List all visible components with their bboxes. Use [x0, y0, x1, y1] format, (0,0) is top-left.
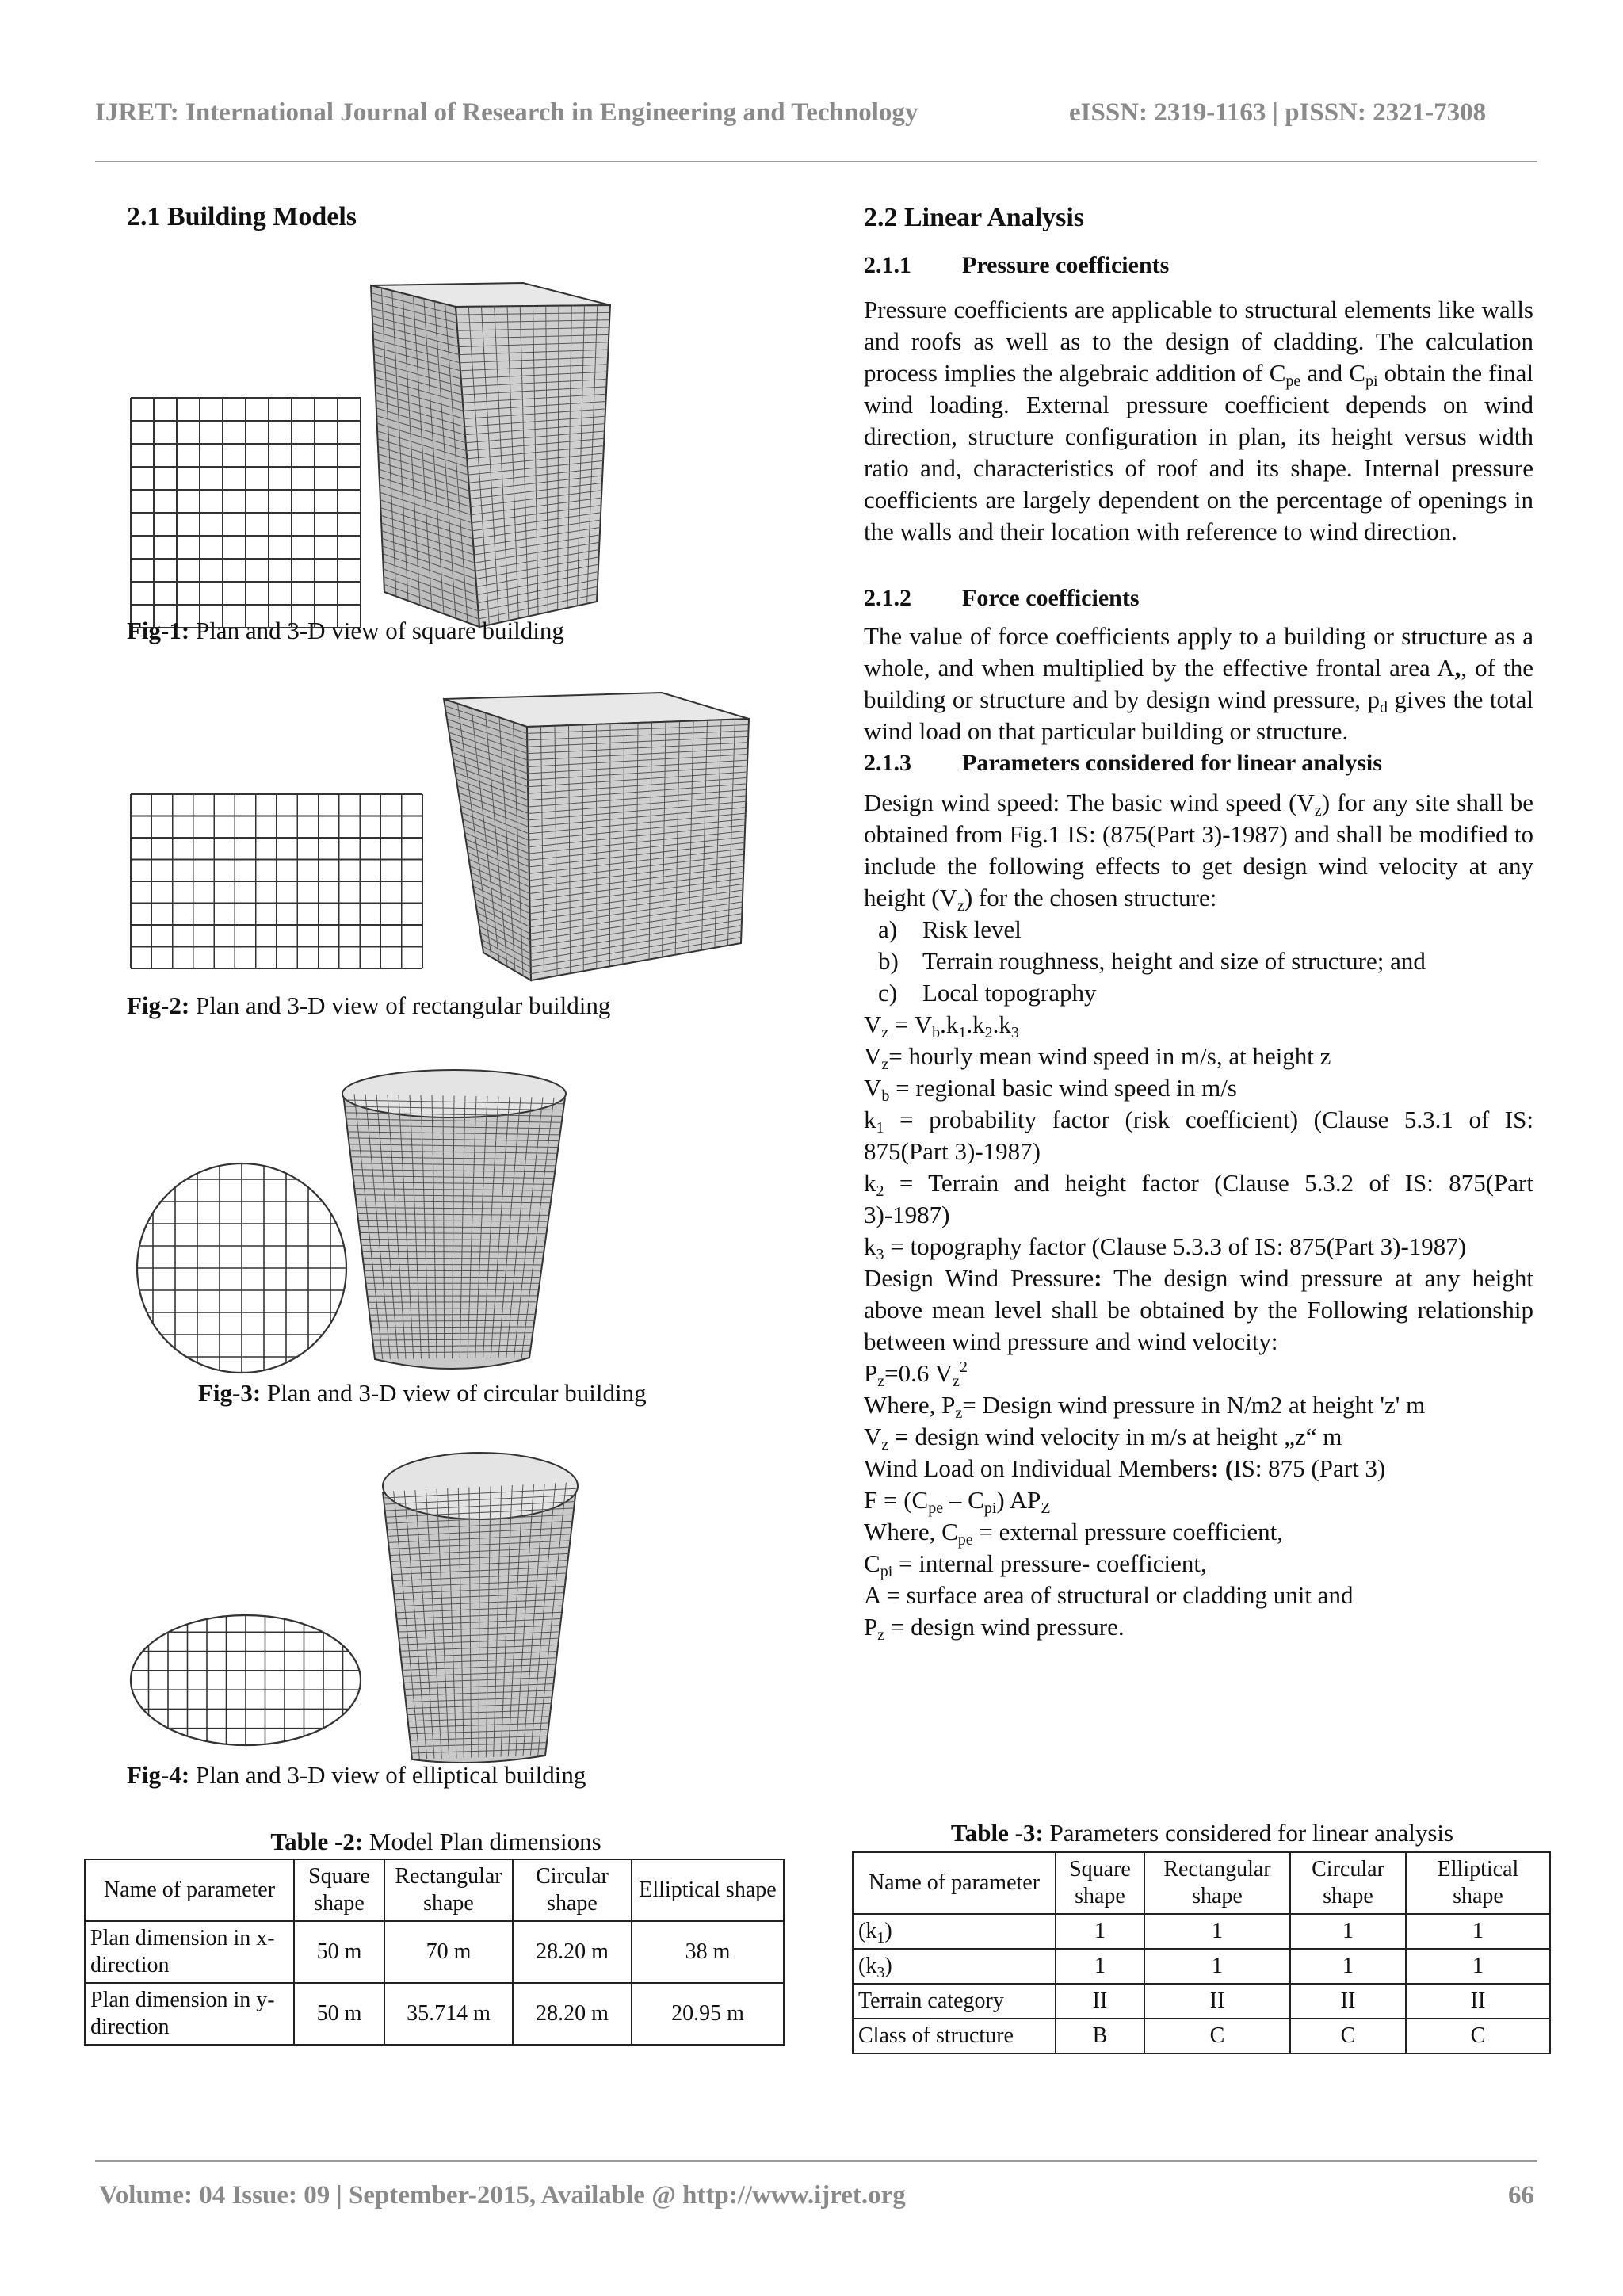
table3-header: Elliptical shape	[1406, 1852, 1550, 1914]
paragraph-pressure-coefficients: Pressure coefficients are applicable to structural elements like walls and roofs as well as to the design of cladding. The calculation process implies the algebraic addition of $C_{pe}$ and $C_{pi}$ obtain the final wind loading. External pressure coefficient depends on wind direction, structure configuration in plan, its height versus width ratio and, characteristics of roof and its shape. Internal pressure coefficients are largely dependent on the percentage of openings in the walls and their location with reference to wind direction.	[864, 296, 1533, 545]
equation-pz: $P_z=0.6$ $V_z^2$	[864, 1358, 968, 1390]
fig1-caption: Fig-1: Plan and 3-D view of square building	[127, 617, 564, 644]
table3-cell: 1	[1406, 1914, 1550, 1949]
table3-cell: 1	[1144, 1914, 1290, 1949]
table-row	[853, 1984, 1550, 2019]
table3-header-row	[853, 1852, 1550, 1914]
design-wind-pressure-paragraph: Design Wind Pressure: The design wind pressure at any height above mean level shall be obtained by the Following relationship between wind pressure and wind velocity:	[864, 1264, 1533, 1355]
issn: eISSN: 2319-1163 | pISSN: 2321-7308	[1069, 98, 1487, 127]
table3-header: Circular shape	[1290, 1852, 1406, 1914]
fig2-rect-plan	[127, 790, 426, 972]
table3-cell: C	[1290, 2019, 1406, 2053]
table3-cell: $(k_1)$	[853, 1914, 1056, 1949]
table3-header: Square shape	[1056, 1852, 1144, 1914]
table-row	[853, 1949, 1550, 1984]
table3-cell: Terrain category	[853, 1984, 1056, 2019]
table2-cell: 20.95 m	[632, 1983, 784, 2045]
section-heading-building-models: 2.1 Building Models	[127, 202, 357, 231]
table-row	[853, 1914, 1550, 1949]
table2-cell: 70 m	[384, 1921, 513, 1983]
fig4-caption: Fig-4: Plan and 3-D view of elliptical building	[127, 1761, 586, 1789]
fig2-rect-3d	[436, 691, 769, 992]
table2-cell: Plan dimension in y-direction	[85, 1983, 294, 2045]
paragraph-design-wind-speed: Design wind speed: The basic wind speed $(V_z)$ for any site shall be obtained from Fig.1 IS: (875(Part 3)-1987) and shall be modified to include the following effects to get design wind velocity at any height $(V_z)$ for the chosen structure:	[864, 789, 1533, 915]
table2-cell: Plan dimension in x-direction	[85, 1921, 294, 1983]
fig3-circle-3d	[339, 1066, 577, 1375]
table3-cell: 1	[1056, 1949, 1144, 1984]
table2-cell: 28.20 m	[513, 1921, 632, 1983]
subsection-heading-2-1-2: 2.1.2 Force coefficients	[864, 585, 1140, 611]
list-item: c) Local topography	[878, 979, 1097, 1007]
k1-definition: $k_1$ = probability factor (risk coefficient) (Clause 5.3.1 of IS: 875(Part 3)-1987)	[864, 1106, 1533, 1165]
table-row	[85, 1921, 784, 1983]
table3-cell: 1	[1290, 1914, 1406, 1949]
equation-vz: $V_z = V_b.k_1.k_2.k_3$	[864, 1010, 1019, 1041]
k3-definition: $k_3$ = topography factor (Clause 5.3.3 of IS: 875(Part 3)-1987)	[864, 1232, 1467, 1263]
fig1-square-plan	[127, 394, 365, 632]
vz-velocity-definition: $V_z$ = design wind velocity in m/s at height „z“ m	[864, 1423, 1342, 1454]
list-item: b) Terrain roughness, height and size of structure; and	[878, 947, 1426, 975]
paragraph-force-coefficients: The value of force coefficients apply to a building or structure as a whole, and when multiplied by the effective frontal area A,, of the building or structure and by design wind pressure, $p_d$ gives the total wind load on that particular building or structure.	[864, 622, 1534, 745]
table3-cell: 1	[1056, 1914, 1144, 1949]
where-pz: Where, $P_z=$ Design wind pressure in N/m2 at height 'z' m	[864, 1391, 1426, 1422]
table-row	[853, 2019, 1550, 2053]
table2-header: Circular shape	[513, 1859, 632, 1921]
table3-header: Name of parameter	[853, 1852, 1056, 1914]
subsection-heading-2-1-3: 2.1.3 Parameters considered for linear analysis	[864, 750, 1382, 776]
table2-header: Square shape	[294, 1859, 384, 1921]
vz-definition: $V_z=$ hourly mean wind speed in m/s, at height z	[864, 1042, 1331, 1073]
list-item: a) Risk level	[878, 915, 1022, 943]
equation-force: $F = (C_{pe} - C_{pi})$ $AP_Z$	[864, 1486, 1051, 1517]
wind-load-members: Wind Load on Individual Members: (IS: 875 (Part 3)	[864, 1454, 1386, 1482]
table3-cell: 1	[1290, 1949, 1406, 1984]
table3-caption: Table -3: Parameters considered for linear analysis	[950, 1819, 1454, 1847]
fig1-square-3d	[365, 281, 626, 630]
where-cpe: Where, $C_{pe}$ = external pressure coefficient,	[864, 1518, 1283, 1549]
table2-cell: 35.714 m	[384, 1983, 513, 2045]
table3-cell: II	[1056, 1984, 1144, 2019]
fig3-circle-plan	[127, 1153, 357, 1383]
vb-definition: $V_b$ = regional basic wind speed in m/s	[864, 1074, 1237, 1105]
section-heading-linear-analysis: 2.2 Linear Analysis	[864, 203, 1085, 232]
fig3-caption: Fig-3: Plan and 3-D view of circular building	[198, 1379, 647, 1407]
fig4-ellipse-3d	[379, 1450, 585, 1767]
table3-cell: C	[1406, 2019, 1550, 2053]
footer-volume: Volume: 04 Issue: 09 | September-2015, Available @ http://www.ijret.org	[99, 2181, 906, 2210]
table3-cell: B	[1056, 2019, 1144, 2053]
table3-cell: II	[1144, 1984, 1290, 2019]
effects-list	[864, 914, 1533, 1009]
table2-header: Rectangular shape	[384, 1859, 513, 1921]
table2-cell: 38 m	[632, 1921, 784, 1983]
table2-cell: 50 m	[294, 1983, 384, 2045]
table3-cell: 1	[1406, 1949, 1550, 1984]
footer-divider	[95, 2160, 1537, 2162]
fig4-ellipse-plan	[127, 1609, 365, 1752]
journal-title: IJRET: International Journal of Research in Engineering and Technology	[95, 98, 918, 127]
table3	[852, 1851, 1551, 2054]
table3-cell: II	[1290, 1984, 1406, 2019]
page-number: 66	[1508, 2181, 1534, 2210]
subsection-heading-2-1-1: 2.1.1 Pressure coefficients	[864, 252, 1170, 278]
cpi-definition: $C_{pi}$ = internal pressure- coefficient,	[864, 1549, 1207, 1580]
k2-definition: $k_2$ = Terrain and height factor (Clause 5.3.2 of IS: 875(Part 3)-1987)	[864, 1169, 1533, 1228]
table2-header: Name of parameter	[85, 1859, 294, 1921]
table3-header: Rectangular shape	[1144, 1852, 1290, 1914]
table3-cell: II	[1406, 1984, 1550, 2019]
table3-cell: $(k_3)$	[853, 1949, 1056, 1984]
right-column	[864, 198, 1533, 1643]
table2-cell: 28.20 m	[513, 1983, 632, 2045]
table3-cell: Class of structure	[853, 2019, 1056, 2053]
table-row	[85, 1983, 784, 2045]
table2	[84, 1859, 785, 2046]
table2-header: Elliptical shape	[632, 1859, 784, 1921]
table2-header-row	[85, 1859, 784, 1921]
table3-cell: 1	[1144, 1949, 1290, 1984]
fig2-caption: Fig-2: Plan and 3-D view of rectangular building	[127, 991, 611, 1019]
header-divider	[95, 161, 1537, 162]
table3-cell: C	[1144, 2019, 1290, 2053]
pz-definition: $P_z$ = design wind pressure.	[864, 1613, 1125, 1644]
table2-caption: Table -2: Model Plan dimensions	[270, 1828, 601, 1855]
a-definition: A = surface area of structural or cladding unit and	[864, 1581, 1354, 1609]
table2-cell: 50 m	[294, 1921, 384, 1983]
